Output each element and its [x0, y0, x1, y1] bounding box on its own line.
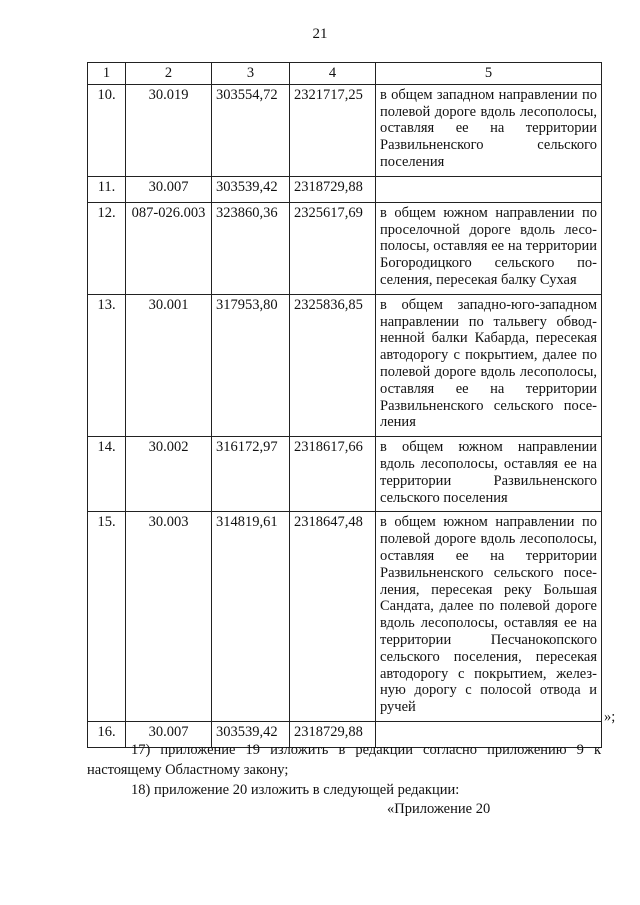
x-coordinate: 303554,72: [212, 84, 290, 176]
row-number: 10.: [88, 84, 126, 176]
paragraph-18: 18) приложение 20 изложить в следующей редакции:: [131, 782, 460, 798]
row-number: 15.: [88, 512, 126, 722]
x-coordinate: 303539,42: [212, 176, 290, 202]
route-description: [376, 176, 602, 202]
point-code: 30.007: [126, 721, 212, 747]
route-description: в общем южном направлении вдоль лесополосы, оставляя ее на территории Развильненского сельского поселения: [376, 437, 602, 512]
point-code: 30.003: [126, 512, 212, 722]
x-coordinate: 314819,61: [212, 512, 290, 722]
table-row: [88, 202, 602, 294]
table-row: [88, 512, 602, 722]
y-coordinate: 2325617,69: [290, 202, 376, 294]
table-row: [88, 84, 602, 176]
row-number: 16.: [88, 721, 126, 747]
table-closing-quote: »;: [604, 709, 616, 725]
row-number: 12.: [88, 202, 126, 294]
header-col-2: 2: [126, 63, 212, 85]
paragraph-17: 17) приложение 19 изложить в редакции согласно приложению 9 к настоящему Областному закону;: [87, 742, 601, 778]
header-col-4: 4: [290, 63, 376, 85]
point-code: 30.002: [126, 437, 212, 512]
table-row: [88, 294, 602, 436]
point-code: 30.001: [126, 294, 212, 436]
row-number: 11.: [88, 176, 126, 202]
route-description: в общем западном направлении по полевой дороге вдоль лесополосы, оставляя ее на территории Развильненского сельского поселения: [376, 84, 602, 176]
row-number: 13.: [88, 294, 126, 436]
appendix-heading: «Приложение 20: [387, 801, 491, 817]
header-col-1: 1: [88, 63, 126, 85]
table-row: [88, 437, 602, 512]
table-header-row: [88, 63, 602, 85]
route-description: в общем западно-юго-западном направлении по тальвегу обводненной балки Кабарда, пересекая автодорогу с покрытием, далее по полевой дороге вдоль лесополосы, оставляя ее на территории Развильненского сельского поселения: [376, 294, 602, 436]
row-number: 14.: [88, 437, 126, 512]
point-code: 087-026.003: [126, 202, 212, 294]
x-coordinate: 316172,97: [212, 437, 290, 512]
y-coordinate: 2318729,88: [290, 176, 376, 202]
y-coordinate: 2318647,48: [290, 512, 376, 722]
y-coordinate: 2321717,25: [290, 84, 376, 176]
point-code: 30.007: [126, 176, 212, 202]
header-col-5: 5: [376, 63, 602, 85]
x-coordinate: 323860,36: [212, 202, 290, 294]
boundary-table: [87, 62, 602, 748]
header-col-3: 3: [212, 63, 290, 85]
route-description: в общем южном направлении по проселочной дороге вдоль лесополосы, оставляя ее на территории Богородицкого сельского поселения, пересекая балку Сухая: [376, 202, 602, 294]
y-coordinate: 2325836,85: [290, 294, 376, 436]
route-description: в общем южном направлении по полевой дороге вдоль лесополосы, оставляя ее на территории Развильненского сельского поселения, пересекая реку Большая Сандата, далее по полевой дороге вдоль лесополосы, оставляя ее на территории Песчанокопского сельского поселения, пересекая автодорогу с покрытием, железную дорогу с полосой отвода и ручей: [376, 512, 602, 722]
x-coordinate: 317953,80: [212, 294, 290, 436]
page-number: 21: [312, 26, 328, 42]
x-coordinate: 303539,42: [212, 721, 290, 747]
y-coordinate: 2318729,88: [290, 721, 376, 747]
table-row: [88, 176, 602, 202]
y-coordinate: 2318617,66: [290, 437, 376, 512]
point-code: 30.019: [126, 84, 212, 176]
